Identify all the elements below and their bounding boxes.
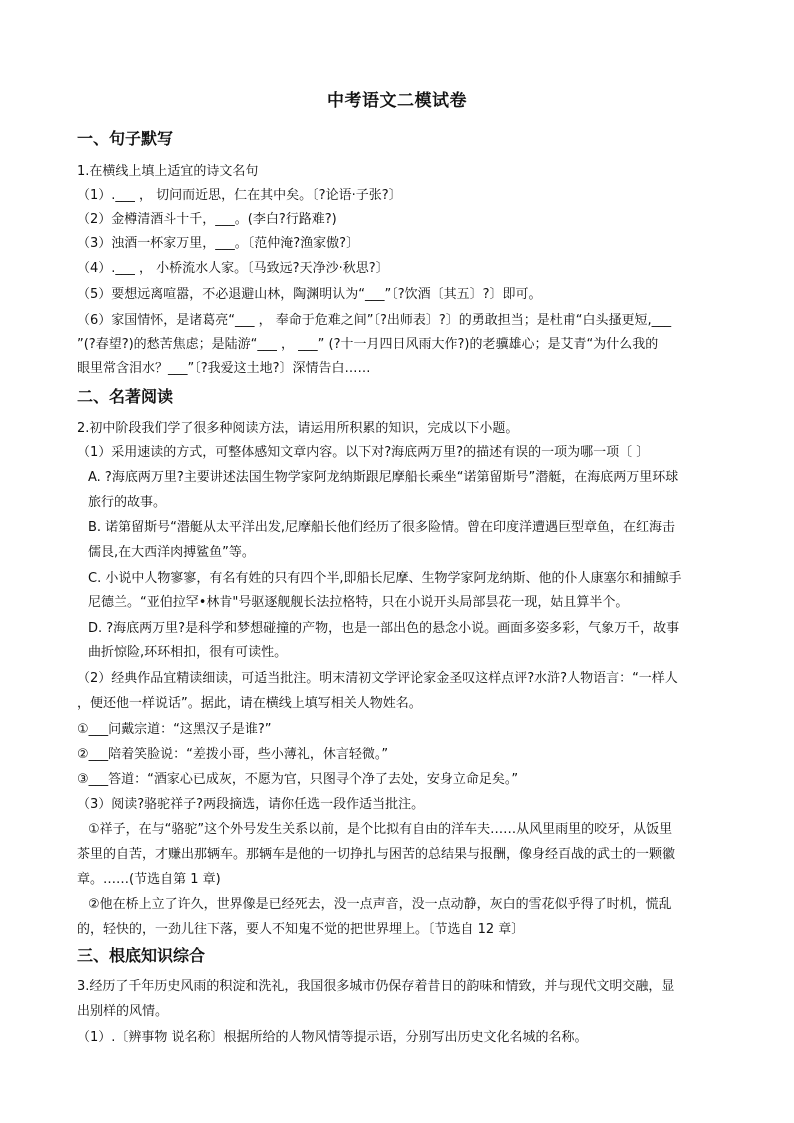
excerpt-1-line-1: ①祥子，在与“骆驼”这个外号发生关系以前，是个比拟有自由的洋车夫……从风里雨里的咬牙，从饭里 (88, 822, 673, 837)
question-2-stem: 2.初中阶段我们学了很多种阅读方法，请运用所积累的知识，完成以下小题。 (77, 421, 519, 436)
question-2-part-2-line-1: （2）经典作品宜精读细读，可适当批注。明末清初文学评论家金圣叹这样点评?水浒?人物语言：“一样人 (77, 671, 678, 686)
section-heading-1: 一、句子默写 (77, 129, 174, 148)
question-1-item-1: （1）.___ ， 切问而近思，仁在其中矣。〔?论语·子张?〕 (77, 188, 402, 203)
question-1-item-6-line-1: （6）家国情怀，是诸葛亮“___ ， 奉命于危难之间”〔?出师表〕?〕的勇敢担当；是杜甫“白头搔更短,___ (77, 313, 672, 328)
question-1-item-5: （5）要想远离喧嚣，不必退避山林，陶渊明认为“___”〔?饮酒〔其五〕?〕即可。 (77, 287, 542, 302)
section-heading-3: 三、根底知识综合 (77, 946, 206, 965)
character-blank-1: ①___问戴宗道：“这黑汉子是谁?” (77, 722, 272, 737)
option-c-line-2: 尼德兰。“亚伯拉罕•林肯"号驱逐舰舰长法拉格特，只在小说开头局部昙花一现，姑且算半个。 (88, 595, 629, 610)
question-1-item-6-line-3: 眼里常含泪水？___”〔?我爱这土地?〕深情告白…… (77, 361, 371, 376)
page-title: 中考语文二模试卷 (327, 91, 467, 111)
question-3-stem-line-2: 出别样的风情。 (77, 1004, 169, 1019)
question-1-stem: 1.在横线上填上适宜的诗文名句 (77, 164, 259, 179)
option-d-line-1: D. ?海底两万里?是科学和梦想碰撞的产物，也是一部出色的悬念小说。画面多姿多彩，气象万千，故事 (88, 621, 680, 636)
question-2-part-2-line-2: ，便还他一样说话”。据此，请在横线上填写相关人物姓名。 (77, 696, 422, 711)
excerpt-1-line-2: 茶里的自苦，才赚出那辆车。那辆车是他的一切挣扎与困苦的总结果与报酬，像身经百战的武士的一颗徽 (77, 847, 676, 862)
question-3-stem-line-1: 3.经历了千年历史风雨的积淀和洗礼，我国很多城市仍保存着昔日的韵味和情致，并与现代文明交融，显 (77, 979, 675, 994)
option-d-line-2: 曲折惊险,环环相扣，很有可读性。 (88, 645, 288, 660)
question-2-part-1: （1）采用速读的方式，可整体感知文章内容。以下对?海底两万里?的描述有误的一项为哪一项〔 〕 (77, 445, 650, 460)
question-1-item-2: （2）金樽清酒斗十千，___。(李白?行路难?) (77, 212, 337, 227)
section-heading-2: 二、名著阅读 (77, 387, 174, 406)
question-1-item-3: （3）浊酒一杯家万里，___。〔范仲淹?渔家傲?〕 (77, 236, 360, 251)
option-a-line-2: 旅行的故事。 (88, 495, 167, 510)
option-c-line-1: C. 小说中人物寥寥，有名有姓的只有四个半,即船长尼摩、生物学家阿龙纳斯、他的仆人康塞尔和捕鲸手 (88, 571, 682, 586)
excerpt-2-line-2: 的，轻快的，一劲儿往下落，要人不知鬼不觉的把世界埋上。〔节选自 12 章〕 (77, 922, 525, 937)
question-1-item-4: （4）.___ ， 小桥流水人家。〔马致远?天净沙·秋思?〕 (77, 261, 389, 276)
option-b-line-1: B. 诺第留斯号“潜艇从太平洋出发,尼摩船长他们经历了很多险情。曾在印度洋遭遇巨型章鱼，在红海击 (88, 520, 676, 535)
excerpt-2-line-1: ②他在桥上立了许久，世界像是已经死去，没一点声音，没一点动静，灰白的雪花似乎得了时机，慌乱 (88, 897, 672, 912)
character-blank-3: ③___答道：“酒家心已成灰，不愿为官，只图寻个净了去处，安身立命足矣。” (77, 772, 519, 787)
question-3-part-1: （1）.〔辨事物 说名称〕根据所给的人物风情等提示语，分别写出历史文化名城的名称。 (77, 1030, 588, 1045)
character-blank-2: ②___陪着笑脸说：“差拨小哥，些小薄礼，休言轻微。” (77, 747, 389, 762)
question-1-item-6-line-2: ”(?春望?)的愁苦焦虑；是陆游“___ ， ___” (?十一月四日风雨大作?)的老骥雄心；是艾青“为什么我的 (77, 337, 659, 352)
option-b-line-2: 儒艮,在大西洋肉搏鲨鱼”等。 (88, 545, 255, 560)
option-a-line-1: A. ?海底两万里?主要讲述法国生物学家阿龙纳斯跟尼摩船长乘坐“诺第留斯号”潜艇，在海底两万里环球 (88, 470, 679, 485)
question-2-part-3: （3）阅读?骆驼祥子?两段摘选，请你任选一段作适当批注。 (77, 797, 425, 812)
excerpt-1-line-3: 章。……(节选自第 1 章) (77, 872, 221, 887)
